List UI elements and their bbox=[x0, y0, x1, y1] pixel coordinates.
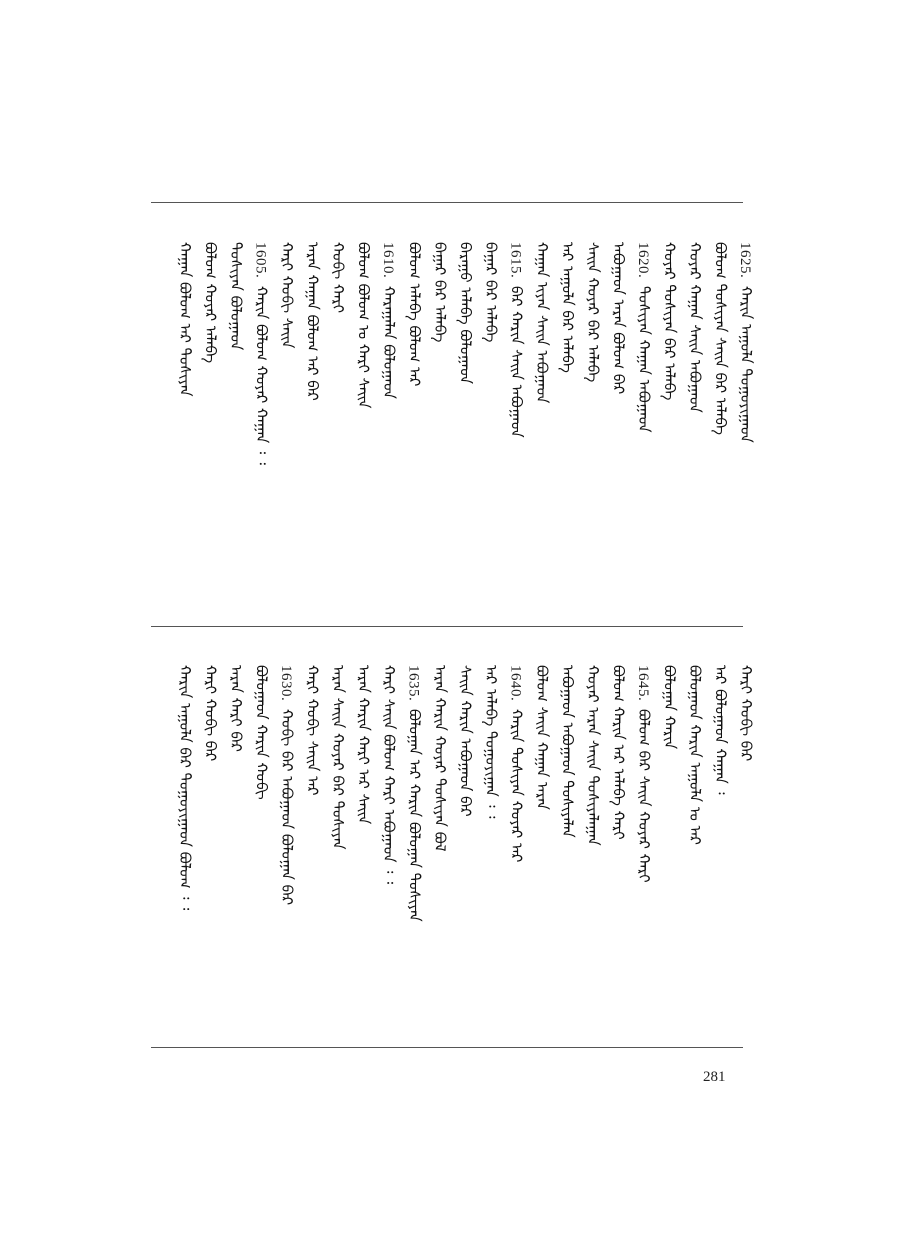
verse-line bbox=[580, 242, 606, 602]
page-number: 281 bbox=[703, 1069, 726, 1085]
line-number: 1645. bbox=[635, 665, 651, 702]
verse-text: ᠠᠪᠤᠭᠠᠳ ᠠᠷᠠᠨ ᠪᠤᠯᠤᠭ ᠪᠠᠷ bbox=[609, 242, 628, 395]
verse-text: ᠠᠪᠤᠭᠠᠳ ᠠᠪᠤᠭᠠᠳ ᠳᠤᠰᠢᠶᠠᠯᠠᠨ bbox=[558, 665, 577, 838]
verse-text: ᠪᠤᠯᠤᠭᠠᠳ ᠬᠠᠷᠢᠨ ᠠᠭᠤᠯᠠ ᠣ ᠠᠷ bbox=[686, 665, 704, 845]
line-number: 1635. bbox=[405, 665, 422, 702]
verse-text: ᠳᠤᠰᠢᠶᠠᠨ ᠪᠤᠯᠤᠭᠠᠳ bbox=[227, 242, 245, 351]
line-number: 1625. bbox=[737, 242, 753, 279]
verse-line bbox=[325, 242, 351, 602]
verse-text: ᠠᠷᠠᠨ ᠬᠠᠷᠢ ᠪᠠᠷ bbox=[227, 665, 245, 752]
line-number: 1615. bbox=[507, 242, 524, 279]
verse-text: ᠪᠤᠯᠤᠭ ᠰᠠᠢᠨ ᠬᠠᠭᠠᠨ ᠠᠷᠠᠨ bbox=[533, 665, 551, 810]
verse-line bbox=[631, 242, 657, 602]
verse-line bbox=[708, 665, 734, 1025]
verse-text: ᠬᠠᠷᠢ ᠬᠤᠪᠢ ᠰᠠᠢᠨ ᠠᠷ bbox=[303, 665, 322, 796]
verse-line bbox=[427, 242, 453, 602]
verse-text: ᠬᠤᠪᠢ ᠪᠠᠷ ᠠᠪᠤᠭᠠᠳ ᠪᠤᠯᠤᠭᠠᠨ ᠪᠠᠷ bbox=[278, 709, 296, 906]
verse-line bbox=[376, 242, 402, 602]
verse-text: ᠰᠠᠢᠨ ᠬᠤᠶᠠᠷ ᠪᠠᠷ ᠠᠯᠠᠪᠠ bbox=[584, 242, 602, 383]
verse-text: ᠠᠷ ᠠᠭᠤᠯᠠ ᠪᠠᠷ ᠠᠯᠠᠪᠠ bbox=[558, 242, 577, 373]
verse-text: ᠬᠠᠷᠢ ᠬᠤᠪᠢ ᠰᠠᠢᠨ bbox=[278, 242, 296, 349]
verse-line bbox=[198, 665, 224, 1025]
line-number: 1640. bbox=[507, 665, 524, 702]
verse-line bbox=[478, 665, 504, 1025]
verse-line bbox=[657, 665, 683, 1025]
verse-text: ᠪᠤᠯᠤᠭ ᠪᠠᠷ ᠰᠠᠢᠨ ᠬᠤᠶᠠᠷ ᠬᠠᠷᠢ bbox=[635, 709, 653, 883]
verse-line bbox=[504, 665, 530, 1025]
verse-text: ᠬᠤᠪᠢ ᠬᠠᠷᠢ bbox=[329, 242, 347, 314]
verse-text: ᠪᠤᠯᠤᠭᠠᠨ ᠠᠷ ᠬᠠᠷᠢᠨ ᠪᠤᠯᠤᠭᠠᠨ ᠳᠤᠰᠢᠶᠠᠨ bbox=[405, 709, 424, 922]
verse-line bbox=[402, 242, 428, 602]
verse-text: ᠬᠠᠷᠢ ᠬᠤᠪᠢ ᠪᠠᠷ bbox=[737, 665, 755, 762]
lower-verse-block bbox=[151, 665, 755, 1025]
verse-line bbox=[733, 665, 759, 1025]
verse-line bbox=[402, 665, 428, 1025]
verse-text: ᠬᠤᠶᠠᠷ ᠬᠠᠭᠠᠨ ᠰᠠᠢᠨ ᠠᠪᠤᠭᠠᠳ bbox=[686, 242, 704, 413]
verse-line bbox=[682, 665, 708, 1025]
verse-line bbox=[708, 242, 734, 602]
verse-text: ᠬᠠᠭᠠᠨ ᠪᠤᠯᠤᠭ ᠠᠷ ᠳᠤᠰᠢᠶᠠᠨ bbox=[176, 242, 194, 397]
verse-line bbox=[453, 242, 479, 602]
verse-text: ᠬᠠᠭᠠᠨ ᠢᠶᠡᠨ ᠰᠠᠢᠨ ᠠᠪᠤᠭᠠᠳ bbox=[533, 242, 551, 404]
verse-text: ᠠᠷ ᠪᠤᠯᠤᠭᠠᠳ ᠬᠠᠭᠠᠨ ᠄ bbox=[711, 665, 730, 795]
verse-line bbox=[223, 242, 249, 602]
verse-line bbox=[223, 665, 249, 1025]
line-number: 1610. bbox=[380, 242, 396, 279]
verse-line bbox=[172, 242, 198, 602]
verse-text: ᠬᠤᠶᠠᠷ ᠳᠤᠰᠢᠶᠠᠨ ᠪᠠᠷ ᠠᠯᠠᠪᠠ bbox=[660, 242, 679, 401]
verse-text: ᠠᠷᠠᠨ ᠰᠠᠢᠨ ᠬᠤᠶᠠᠷ ᠪᠠᠷ ᠳᠤᠰᠢᠶᠠᠨ bbox=[329, 665, 347, 850]
verse-text: ᠠᠷᠠᠨ ᠬᠠᠭᠠᠨ ᠪᠤᠯᠤᠭ ᠠᠷ ᠪᠠᠷ bbox=[303, 242, 322, 401]
verse-line bbox=[249, 242, 275, 602]
upper-verse-block bbox=[151, 242, 755, 602]
verse-line bbox=[631, 665, 657, 1025]
verse-text: ᠬᠤᠶᠠᠷ ᠠᠷᠠᠨ ᠰᠠᠢᠨ ᠳᠤᠰᠢᠶᠠᠯᠠᠭᠠᠨ bbox=[584, 665, 602, 846]
verse-line bbox=[249, 665, 275, 1025]
top-rule bbox=[151, 202, 743, 203]
line-number: 1605. bbox=[252, 242, 269, 279]
verse-line bbox=[198, 242, 224, 602]
verse-line bbox=[478, 242, 504, 602]
verse-text: ᠪᠤᠯᠤᠭ ᠬᠠᠷᠢᠨ ᠠᠷ ᠠᠯᠠᠪᠠ ᠬᠠᠷᠢ bbox=[609, 665, 628, 840]
verse-line bbox=[325, 665, 351, 1025]
verse-line bbox=[682, 242, 708, 602]
verse-text: ᠬᠠᠷᠢᠨ ᠪᠤᠯᠤᠭ ᠬᠤᠶᠠᠷ ᠬᠠᠭᠠᠨ ᠄ ᠄ bbox=[252, 286, 271, 465]
verse-line bbox=[351, 665, 377, 1025]
verse-line bbox=[453, 665, 479, 1025]
verse-text: ᠪᠤᠯᠤᠭ ᠬᠤᠶᠠᠷ ᠠᠯᠠᠪᠠ bbox=[201, 242, 220, 364]
verse-text: ᠪᠤᠯᠤᠭ ᠠᠯᠠᠪᠠ ᠪᠤᠯᠤᠭ ᠠᠷ bbox=[405, 242, 424, 387]
verse-line bbox=[172, 665, 198, 1025]
verse-text: ᠠᠷᠠᠨ ᠬᠠᠷᠢᠨ ᠬᠤᠶᠠᠷ ᠳᠤᠰᠢᠶᠠᠨ ᠪᠤᠯ bbox=[431, 665, 449, 852]
verse-line bbox=[274, 665, 300, 1025]
verse-text: ᠬᠠᠷᠢᠨ ᠠᠭᠤᠯᠠ ᠪᠠᠷ ᠳᠤᠭᠤᠶᠢᠭᠠᠳ ᠪᠤᠯᠤᠭ ᠄ ᠄ bbox=[176, 665, 194, 911]
verse-text: ᠳᠤᠰᠢᠶᠠᠨ ᠬᠠᠭᠠᠨ ᠠᠪᠤᠭᠠᠳ bbox=[635, 286, 653, 433]
verse-text: ᠪᠠᠷ ᠬᠠᠷᠢᠨ ᠰᠠᠢᠨ ᠠᠪᠤᠭᠠᠳ bbox=[507, 286, 526, 438]
verse-line bbox=[300, 242, 326, 602]
verse-text: ᠪᠤᠯᠤᠭᠠᠳ ᠬᠠᠷᠢᠨ ᠬᠤᠪᠢ bbox=[252, 665, 271, 800]
verse-line bbox=[606, 242, 632, 602]
verse-line bbox=[529, 242, 555, 602]
verse-text: ᠪᠤᠯᠤᠭ ᠪᠤᠯᠤᠭ ᠣ ᠬᠠᠷᠢ ᠰᠠᠢᠨ bbox=[354, 242, 373, 409]
verse-text: ᠪᠤᠯᠤᠭᠠᠨ ᠬᠠᠷᠢᠨ bbox=[660, 665, 679, 750]
bottom-rule bbox=[151, 1047, 743, 1048]
verse-text: ᠠᠷᠠᠨ ᠬᠠᠷᠢᠨ ᠬᠠᠷᠢ ᠠᠷ ᠰᠠᠢᠨ bbox=[354, 665, 373, 825]
verse-line bbox=[529, 665, 555, 1025]
verse-line bbox=[657, 242, 683, 602]
verse-line bbox=[376, 665, 402, 1025]
verse-text: ᠬᠠᠷᠢ ᠬᠤᠪᠢ ᠪᠠᠷ bbox=[201, 665, 220, 762]
verse-line bbox=[427, 665, 453, 1025]
middle-rule bbox=[151, 626, 743, 627]
verse-line bbox=[274, 242, 300, 602]
verse-text: ᠰᠠᠢᠨ ᠬᠠᠷᠢᠨ ᠠᠪᠤᠭᠠᠳ ᠪᠠᠷ bbox=[456, 665, 475, 817]
verse-text: ᠪᠠᠭᠠᠷ ᠪᠠᠷ ᠠᠯᠠᠪᠠ bbox=[482, 242, 500, 343]
verse-text: ᠠᠷ ᠠᠯᠠᠪᠠ ᠳᠤᠭᠤᠶᠢᠭᠠᠨ ᠄ ᠄ bbox=[482, 665, 500, 819]
verse-line bbox=[504, 242, 530, 602]
verse-text: ᠬᠠᠷᠢᠨ ᠠᠭᠤᠯᠠ ᠳᠤᠭᠤᠶᠢᠭᠠᠳ bbox=[737, 286, 755, 443]
line-number: 1620. bbox=[635, 242, 651, 279]
verse-line bbox=[300, 665, 326, 1025]
verse-line bbox=[606, 665, 632, 1025]
verse-line bbox=[555, 242, 581, 602]
verse-line bbox=[555, 665, 581, 1025]
verse-text: ᠬᠠᠷᠠᠭᠠᠯᠠᠨ ᠪᠤᠯᠤᠭᠠᠳ bbox=[380, 286, 398, 399]
verse-line bbox=[580, 665, 606, 1025]
verse-text: ᠪᠠᠭᠠᠷ ᠪᠠᠷ ᠠᠯᠠᠪᠠ bbox=[431, 242, 449, 343]
verse-text: ᠪᠤᠯᠤᠭ ᠳᠤᠰᠢᠶᠠᠨ ᠰᠠᠢᠨ ᠪᠠᠷ ᠠᠯᠠᠪᠠ bbox=[711, 242, 730, 436]
line-number: 1630. bbox=[278, 665, 294, 702]
verse-line bbox=[351, 242, 377, 602]
verse-text: ᠬᠠᠷᠢᠨ ᠳᠤᠰᠢᠶᠠᠨ ᠬᠤᠶᠠᠷ ᠠᠷ bbox=[507, 709, 526, 863]
verse-line bbox=[733, 242, 759, 602]
verse-text: ᠪᠠᠷᠠᠭᠤ ᠠᠯᠠᠪᠠ ᠪᠤᠯᠤᠭᠠᠳ bbox=[456, 242, 475, 384]
verse-text: ᠬᠠᠷᠢ ᠰᠠᠢᠨ ᠪᠤᠯᠤᠭ ᠬᠠᠷᠢ ᠠᠪᠤᠭᠠᠳ ᠄ ᠄ bbox=[380, 665, 398, 885]
